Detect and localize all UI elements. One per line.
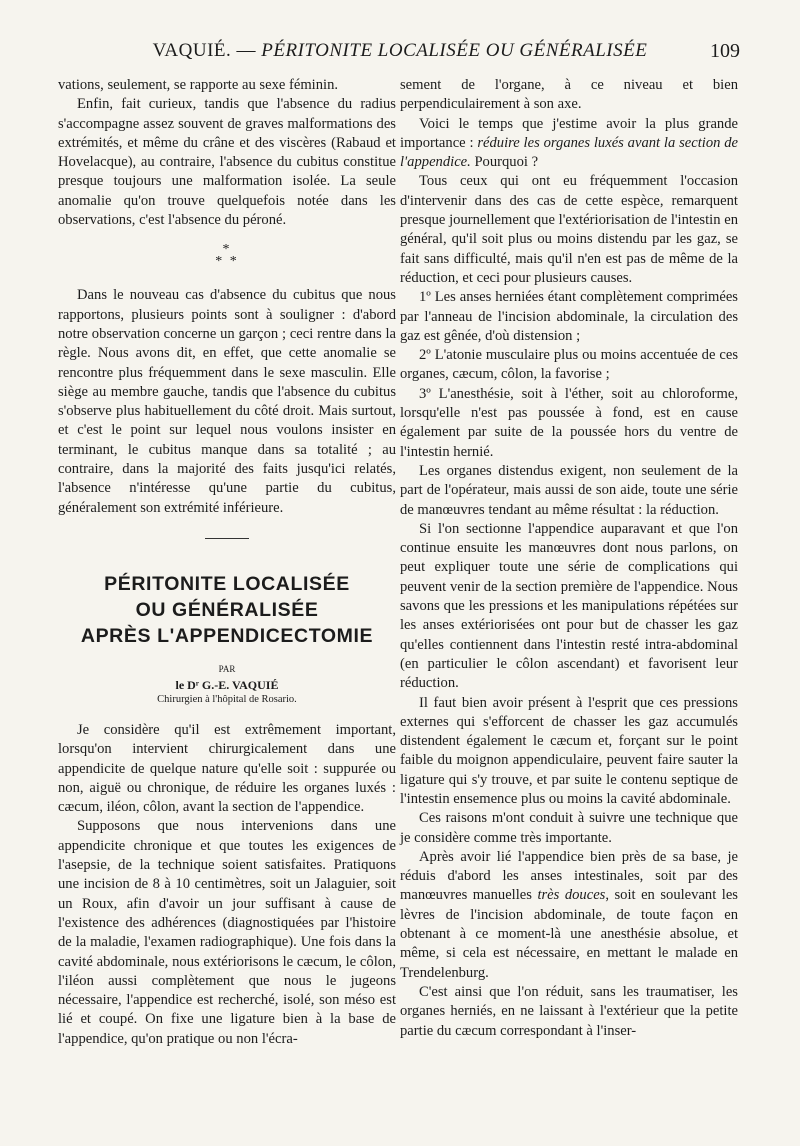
paragraph: Enfin, fait curieux, tandis que l'absence du radius s'accompagne assez souvent de graves malformations des extrémités, et même du crâne et des viscères (Rabaud et Hovelacque), au contraire, l'absence du cubitus constitue presque toujours une malformation isolée. La seule anomalie qu'on trouve quelquefois notée dans les observations, c'est l'absence du péroné.	[58, 96, 396, 229]
asterism-bottom: * *	[215, 254, 239, 270]
right-column	[400, 76, 738, 1041]
text-run: Après avoir lié l'appendice bien près de sa base, je réduis d'abord les anses intestinales, soit par des manœuvres manuelles	[400, 848, 738, 904]
page-number: 109	[710, 40, 740, 62]
paragraph: Dans le nouveau cas d'absence du cubitus que nous rapportons, plusieurs points sont à souligner : d'abord notre observation concerne un garçon ; ceci rentre dans la règle. Nous avons dit, en effet, que cette anomalie se rencontre plus fréquemment dans le sexe masculin. Elle siège au membre gauche, tandis que l'absence du cubitus s'observe plus habituellement du côté droit. Mais surtout, et c'est le point sur lequel nous voulons insister en terminant, le cubitus manque dans sa totalité ; au contraire, dans la majorité des faits jusqu'ici relatés, l'absence n'intéresse qu'une partie du cubitus, généralement son extrémité inférieure.	[58, 287, 396, 516]
asterism	[58, 244, 396, 268]
paragraph	[400, 115, 738, 173]
header-dash: —	[231, 40, 262, 61]
paragraph	[400, 848, 738, 983]
author-affiliation: Chirurgien à l'hôpital de Rosario.	[157, 693, 297, 705]
emphasis-text: très douces	[537, 887, 606, 904]
paragraph: Il faut bien avoir présent à l'esprit que ces pressions externes qui s'efforcent de chasser les gaz accumulés distendent également le cæcum et, forçant sur le point faible du moignon appendiculaire, peuvent faire sauter la ligature qui s'y trouve, et par suite le contenu septique de l'intestin ensemence plus ou moins la cavité abdominale.	[400, 694, 738, 807]
header-title: PÉRITONITE LOCALISÉE OU GÉNÉRALISÉE	[261, 40, 648, 61]
article-title-line: OU GÉNÉRALISÉE	[135, 598, 319, 621]
paragraph: vations, seulement, se rapporte au sexe féminin.	[58, 77, 339, 93]
paragraph: Je considère qu'il est extrêmement important, lorsqu'on intervient chirurgicalement dans une appendicite de quelque nature qu'elle soit : suppurée ou non, aiguë ou chronique, de réduire les organes luxés : cæcum, iléon, côlon, avant la section de l'appendice.	[58, 721, 396, 816]
header-author: VAQUIÉ.	[152, 40, 232, 61]
emphasis-text: réduire les organes luxés avant la section de l'appendice.	[400, 134, 738, 171]
article-title-line: APRÈS L'APPENDICECTOMIE	[80, 624, 374, 647]
running-title	[60, 40, 740, 62]
text-run: Voici le temps que j'estime avoir la plus grande importance :	[400, 115, 738, 151]
running-header	[60, 36, 740, 72]
paragraph: Ces raisons m'ont conduit à suivre une technique que je considère comme très importante.	[400, 810, 738, 846]
paragraph: Si l'on sectionne l'appendice auparavant et que l'on continue ensuite les manœuvres dont nous parlons, on peut expliquer toute une série de complications qui peuvent venir de la section première de l'appendice. Nous savons que les pressions et les manipulations répétées sur les anses extériorisées ont pour but de chasser les gaz qu'elles contiennent dans l'intestin resté intra-abdominal (en particulier le côlon ascendant) et favorisent leur réduction.	[400, 520, 738, 692]
article-author: le Dʳ G.-E. VAQUIÉ	[175, 677, 279, 692]
paragraph: 2º L'atonie musculaire plus ou moins accentuée de ces organes, cæcum, côlon, la favorise ;	[400, 347, 738, 383]
paragraph: sement de l'organe, à ce niveau et bien perpendiculairement à son axe.	[400, 77, 738, 113]
text-run: Pourquoi ?	[470, 154, 539, 171]
paragraph: Les organes distendus exigent, non seulement de la part de l'opérateur, mais aussi de son aide, toute une série de manœuvres tendant au même résultat : la réduction.	[400, 462, 738, 518]
paragraph: C'est ainsi que l'on réduit, sans les traumatiser, les organes herniés, en ne laissant à l'extérieur que la petite partie du cæcum correspondant à l'inser-	[400, 983, 738, 1039]
paragraph: 3º L'anesthésie, soit à l'éther, soit au chloroforme, lorsqu'elle n'est pas poussée à fond, est en cause également par suite de la poussée hors du ventre de l'intestin hernié.	[400, 385, 738, 460]
paragraph: 1º Les anses herniées étant complètement comprimées par l'anneau de l'incision abdominale, la circulation des gaz est gênée, d'où distension ;	[400, 289, 738, 344]
byline: PAR	[218, 663, 236, 674]
text-run: , soit en soulevant les lèvres de l'incision abdominale, de toute façon en obtenant à ce moment-là une anesthésie absolue, et même, si cela est nécessaire, en mettant le malade en Trendelenburg.	[400, 887, 738, 981]
paragraph: Tous ceux qui ont eu fréquemment l'occasion d'intervenir dans des cas de cette espèce, remarquent presque journellement que l'extériorisation de l'intestin en général, qu'il soit plus ou moins distendu par les gaz, se fait sans difficulté, mais qu'il n'en est pas de même de la réduction, et ceci pour plusieurs causes.	[400, 173, 738, 286]
paragraph: Supposons que nous intervenions dans une appendicite chronique et que toutes les exigences de l'asepsie, de la technique soient satisfaites. Pratiquons une incision de 8 à 10 centimètres, soit un Jalaguier, soit un Roux, afin d'avoir un jour suffisant à cause de l'existence des adhérences (diagnostiquées par l'histoire de la maladie, l'examen radiographique). Une fois dans la cavité abdominale, nous extériorisons le cæcum, le côlon, l'iléon aussi complètement que nous le jugeons nécessaire, l'appendice est recherché, isolé, son méso est lié et coupé. On fixe une ligature bien à la base de l'appendice, qu'on pratique ou non l'écra-	[58, 818, 396, 1047]
section-divider	[205, 538, 249, 539]
article-title	[58, 571, 396, 649]
left-column	[58, 76, 396, 1049]
asterism-top: *	[222, 242, 232, 258]
article-title-line: PÉRITONITE LOCALISÉE	[104, 572, 350, 595]
